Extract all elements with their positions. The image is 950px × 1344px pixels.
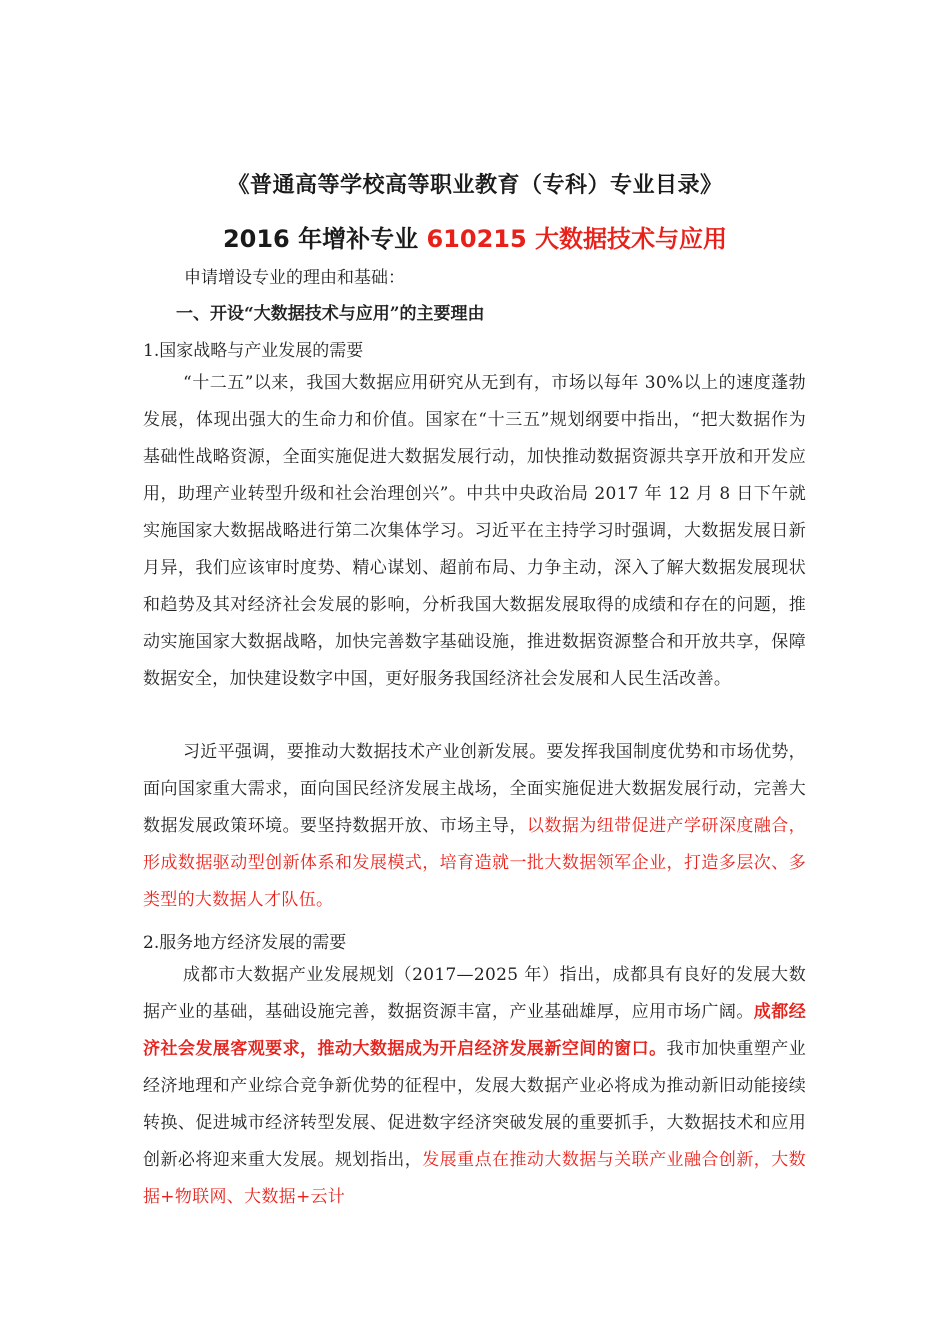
paragraph-1: “十二五”以来，我国大数据应用研究从无到有，市场以每年 30%以上的速度蓬勃发展，体现出强大的生命力和价值。国家在“十三五”规划纲要中指出，“把大数据作为基础性战略资源，全面实施促进大数据发展行动，加快推动数据资源共享开放和开发应用，助理产业转型升级和社会治理创兴”。中共中央政治局 2017 年 12 月 8 日下午就实施国家大数据战略进行第二次集体学习。习近平在主持学习时强调，大数据发展日新月异，我们应该审时度势、精心谋划、超前布局、力争主动，深入了解大数据发展现状和趋势及其对经济社会发展的影响，分析我国大数据发展取得的成绩和存在的问题，推动实施国家大数据战略，加快完善数字基础设施，推进数据资源整合和开放共享，保障数据安全，加快建设数字中国，更好服务我国经济社会发展和人民生活改善。 bbox=[143, 373, 806, 689]
paragraph-3-highlight-a: 成都经济社会发展客观要求，推动大数据成为开启经济发展新空间的窗口。 bbox=[143, 1002, 806, 1059]
paragraph-2-text: 习近平强调，要推动大数据技术产业创新发展。要发挥我国制度优势和市场优势，面向国家重大需求，面向国民经济发展主战场，全面实施促进大数据发展行动，完善大数据发展政策环境。要坚持数据开放、市场主导， bbox=[143, 742, 806, 836]
lead-text: 申请增设专业的理由和基础： bbox=[184, 268, 405, 288]
subtitle-prefix: 2016 年增补专业 bbox=[222, 225, 427, 253]
paragraph-2-highlight: 以数据为纽带促进产学研深度融合，形成数据驱动型创新体系和发展模式，培育造就一批大数据领军企业，打造多层次、多类型的大数据人才队伍。 bbox=[143, 816, 806, 910]
subsection-title-1: 1.国家战略与产业发展的需要 bbox=[143, 341, 364, 361]
subtitle-major-code: 610215 大数据技术与应用 bbox=[426, 225, 728, 253]
document-title: 《普通高等学校高等职业教育（专科）专业目录》 bbox=[227, 173, 723, 198]
subsection-title-2: 2.服务地方经济发展的需要 bbox=[143, 933, 347, 953]
document-subtitle bbox=[0, 219, 950, 254]
paragraph-3-text-a: 成都市大数据产业发展规划（2017—2025 年）指出，成都具有良好的发展大数据产业的基础，基础设施完善，数据资源丰富，产业基础雄厚，应用市场广阔。 bbox=[143, 965, 806, 1022]
paragraph-2 bbox=[143, 734, 806, 919]
section-heading: 一、开设“大数据技术与应用”的主要理由 bbox=[176, 304, 485, 324]
paragraph-3-highlight-b: 发展重点在推动大数据与关联产业融合创新，大数据+物联网、大数据+云计 bbox=[143, 1150, 806, 1207]
paragraph-3-text-b: 我市加快重塑产业经济地理和产业综合竞争新优势的征程中，发展大数据产业必将成为推动新旧动能接续转换、促进城市经济转型发展、促进数字经济突破发展的重要抓手，大数据技术和应用创新必将迎来重大发展。规划指出， bbox=[143, 1039, 807, 1170]
paragraph-3 bbox=[143, 957, 806, 1216]
